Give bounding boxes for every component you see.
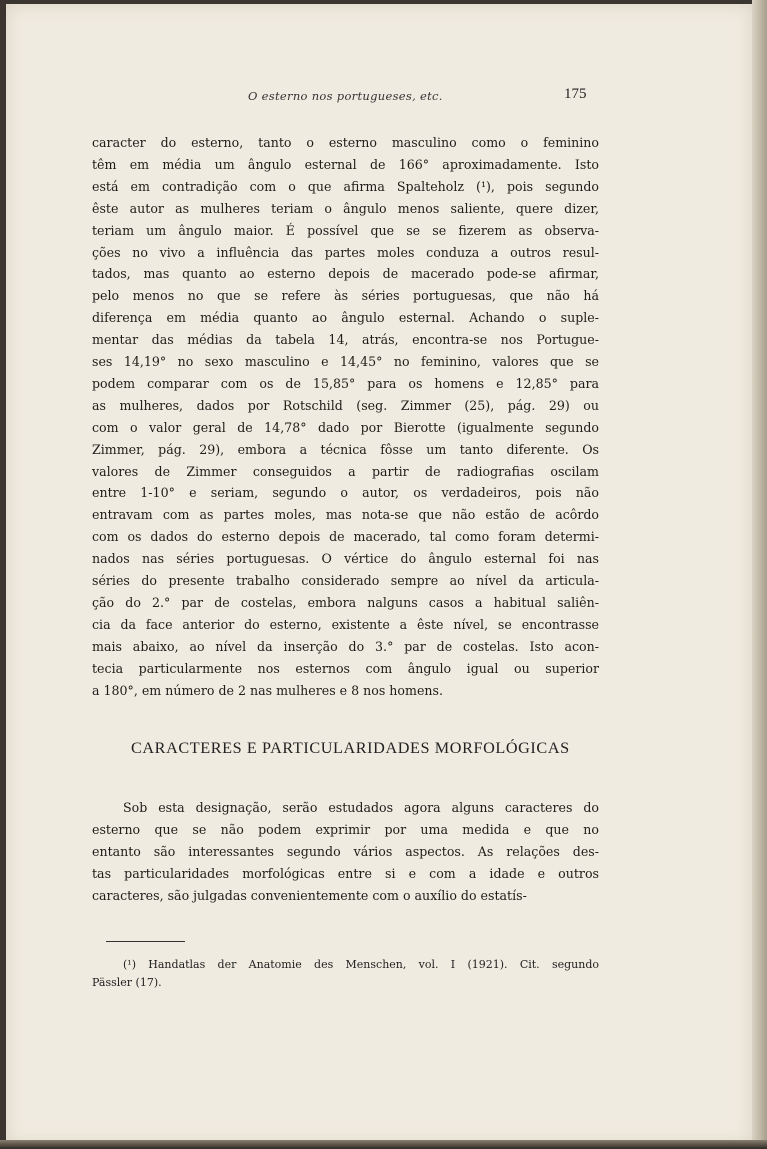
paragraph1-line: entravam com as partes moles, mas nota-se que não estão de acôrdo xyxy=(92,507,599,523)
paragraph1-line: nados nas séries portuguesas. O vértice do ângulo esternal foi nas xyxy=(92,551,599,567)
paragraph1-line: com o valor geral de 14,78° dado por Bierotte (igualmente segundo xyxy=(92,419,599,435)
paragraph1-line: caracter do esterno, tanto o esterno masculino como o feminino xyxy=(92,135,599,150)
footnote-line: (¹) Handatlas der Anatomie des Menschen, vol. I (1921). Cit. segundo xyxy=(123,958,599,971)
paragraph2-line: esterno que se não podem exprimir por uma medida e que no xyxy=(92,821,599,837)
paragraph1-line: mentar das médias da tabela 14, atrás, encontra-se nos Portugue- xyxy=(92,332,599,348)
paragraph1-line: a 180°, em número de 2 nas mulheres e 8 nos homens. xyxy=(92,682,443,698)
paragraph1-line: séries do presente trabalho considerado sempre ao nível da articula- xyxy=(92,573,599,588)
footnote-line: Pässler (17). xyxy=(92,976,162,989)
paragraph1-line: cia da face anterior do esterno, existente a êste nível, se encontrasse xyxy=(92,616,599,632)
paragraph1-line: pelo menos no que se refere às séries portuguesas, que não há xyxy=(92,288,599,304)
paragraph1-line: entre 1-10° e seriam, segundo o autor, os verdadeiros, pois não xyxy=(92,485,599,501)
section-heading: CARACTERES E PARTICULARIDADES MORFOLÓGICAS xyxy=(131,739,570,757)
paragraph1-line: com os dados do esterno depois de macerado, tal como foram determi- xyxy=(92,529,599,545)
page-edge-bottom xyxy=(0,1140,767,1149)
paragraph1-line: ção do 2.° par de costelas, embora nalguns casos a habitual saliên- xyxy=(92,594,599,610)
paragraph2-line: Sob esta designação, serão estudados agora alguns caracteres do xyxy=(123,800,599,815)
paragraph1-line: ções no vivo a influência das partes moles conduza a outros resul- xyxy=(92,244,599,260)
paragraph1-line: diferença em média quanto ao ângulo esternal. Achando o suple- xyxy=(92,310,599,326)
paragraph1-line: mais abaixo, ao nível da inserção do 3.° par de costelas. Isto acon- xyxy=(92,638,599,654)
paragraph1-line: têm em média um ângulo esternal de 166° aproximadamente. Isto xyxy=(92,156,599,172)
paragraph1-line: tecia particularmente nos esternos com ângulo igual ou superior xyxy=(92,660,599,676)
page-edge-right xyxy=(752,0,767,1149)
paragraph1-line: êste autor as mulheres teriam o ângulo menos saliente, quere dizer, xyxy=(92,200,599,216)
paragraph1-line: ses 14,19° no sexo masculino e 14,45° no feminino, valores que se xyxy=(92,354,599,369)
paragraph1-line: podem comparar com os de 15,85° para os homens e 12,85° para xyxy=(92,375,599,391)
paragraph1-line: valores de Zimmer conseguidos a partir de radiografias oscilam xyxy=(92,463,599,479)
running-title: O esterno nos portugueses, etc. xyxy=(248,89,443,103)
paragraph2-line: caracteres, são julgadas convenientemente com o auxílio do estatís- xyxy=(92,887,527,903)
paragraph1-line: está em contradição com o que afirma Spalteholz (¹), pois segundo xyxy=(92,178,599,194)
paragraph2-line: tas particularidades morfológicas entre si e com a idade e outros xyxy=(92,865,599,881)
paragraph1-line: teriam um ângulo maior. É possível que se se fizerem as observa- xyxy=(92,222,599,238)
footnote-rule xyxy=(106,941,185,942)
paragraph1-line: tados, mas quanto ao esterno depois de macerado pode-se afirmar, xyxy=(92,266,599,282)
paragraph1-line: as mulheres, dados por Rotschild (seg. Zimmer (25), pág. 29) ou xyxy=(92,397,599,413)
paragraph2-line: entanto são interessantes segundo vários aspectos. As relações des- xyxy=(92,843,599,859)
paragraph1-line: Zimmer, pág. 29), embora a técnica fôsse um tanto diferente. Os xyxy=(92,441,599,457)
page-number: 175 xyxy=(564,86,587,102)
